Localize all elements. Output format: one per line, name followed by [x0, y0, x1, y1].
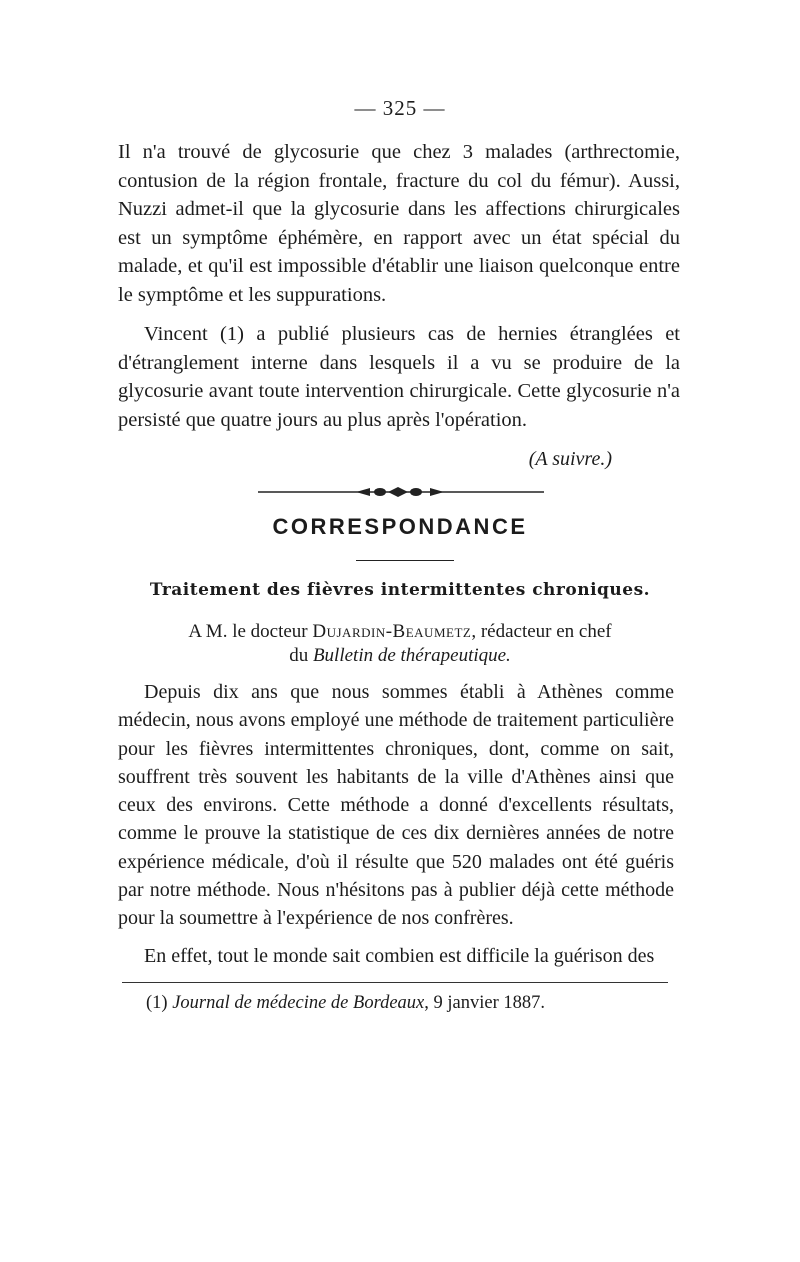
paragraph-glycosurie-nuzzi: Il n'a trouvé de glycosurie que chez 3 malades (arthrectomie, contusion de la région frontale, fracture du col du fémur). Aussi, Nuzzi admet-il que la glycosurie dans les affections chirurgicales est un symptôme éphémère, en rapport avec un état spécial du malade, et qu'il est impossible d'établir une liaison quelconque entre le symptôme et les suppurations. — [118, 141, 680, 306]
to-be-continued: (A suivre.) — [528, 448, 612, 470]
footnote-marker: (1) — [146, 993, 168, 1013]
footnote — [146, 993, 686, 1014]
footnote-rule — [122, 982, 668, 983]
address-prefix: A M. le docteur — [188, 621, 308, 642]
heading-underline — [356, 560, 454, 561]
addressee-name: Dujardin-Beaumetz — [312, 621, 472, 642]
journal-name: Bulletin de thérapeutique. — [312, 645, 511, 666]
section-heading: CORRESPONDANCE — [272, 514, 528, 539]
address-line2-prefix: du — [289, 645, 309, 666]
address-suffix: , rédacteur en chef — [471, 621, 612, 642]
paragraph-en-effet: En effet, tout le monde sait combien est difficile la guérison des — [144, 945, 655, 967]
address-line-2 — [0, 644, 800, 668]
footnote-source: Journal de médecine de Bordeaux — [172, 993, 425, 1013]
paragraph-athens-method: Depuis dix ans que nous sommes établi à Athènes comme médecin, nous avons employé une méthode de traitement particulière pour les fièvres intermittentes chroniques, dont, comme on sait, souffrent très souvent les habitants de la ville d'Athènes ainsi que ceux des environs. Cette méthode a donné d'excellents résultats, comme le prouve la statistique de ces dix dernières années de notre expérience médicale, d'où il résulte que 520 malades ont été guéris par notre méthode. Nous n'hésitons pas à publier déjà cette méthode pour la soumettre à l'expérience de nos confrères. — [118, 681, 674, 930]
ornamental-separator — [258, 482, 544, 502]
paragraph-vincent: Vincent (1) a publié plusieurs cas de hernies étranglées et d'étranglement interne dans lesquels il a vu se produire de la glycosurie avant toute intervention chirurgicale. Cette glycosurie n'a persisté que quatre jours au plus après l'opération. — [118, 323, 680, 431]
article-title: Traitement des fièvres intermittentes chroniques. — [149, 580, 651, 600]
footnote-date: , 9 janvier 1887. — [424, 993, 546, 1013]
page-number: — 325 — — [354, 96, 446, 120]
address-line-1 — [0, 620, 800, 644]
letter-address — [0, 620, 800, 668]
